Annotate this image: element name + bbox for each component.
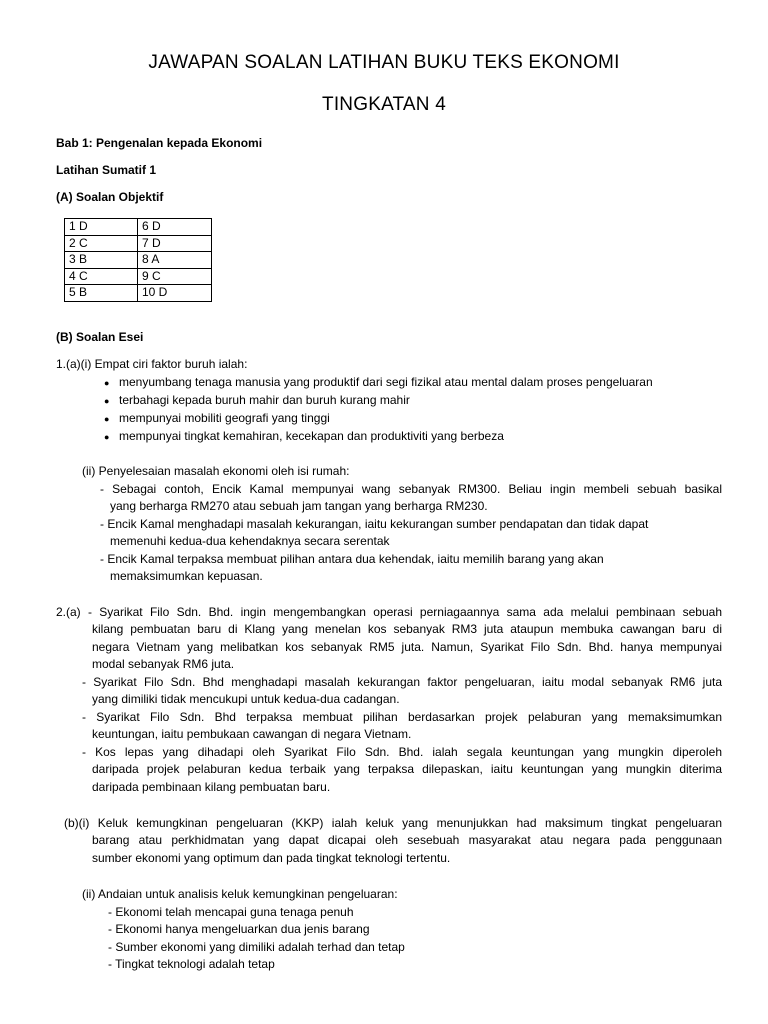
section-a-heading: (A) Soalan Objektif [56,190,164,204]
answer-line: memenuhi kedua-dua kehendaknya secara serentak [110,534,390,548]
answer-line: - Syarikat Filo Sdn. Bhd menghadapi masalah kekurangan faktor pengeluaran, iaitu modal sebanyak RM6 juta [82,675,722,689]
table-cell: 2 C [65,235,138,252]
answer-line: - Encik Kamal menghadapi masalah kekurangan, iaitu kekurangan sumber pendapatan dan tidak dapat [100,517,649,531]
list-item: - Ekonomi telah mencapai guna tenaga penuh [108,905,354,919]
question-1a-i: 1.(a)(i) Empat ciri faktor buruh ialah: [56,357,248,371]
list-item: terbahagi kepada buruh mahir dan buruh kurang mahir [119,393,410,407]
question-1a-ii: (ii) Penyelesaian masalah ekonomi oleh isi rumah: [82,464,350,478]
answer-line: - Syarikat Filo Sdn. Bhd terpaksa membuat pilihan berdasarkan projek pelaburan yang memaksimumkan [82,710,722,724]
table-row [65,268,212,285]
list-item: mempunyai tingkat kemahiran, kecekapan dan produktiviti yang berbeza [119,429,504,443]
bullet-icon: ● [104,432,110,442]
table-cell: 9 C [138,268,212,285]
answer-line: daripada projek pelaburan kedua terbaik yang terpaksa dilepaskan, iaitu keuntungan yang mungkin diterima [92,762,722,776]
answer-line: sumber ekonomi yang optimum dan pada tingkat teknologi tertentu. [92,851,451,865]
answer-line: memaksimumkan kepuasan. [110,569,263,583]
objective-answer-table [64,218,212,302]
answer-line: yang dimiliki tidak mencukupi untuk kedua-dua cadangan. [92,692,400,706]
bullet-icon: ● [104,378,110,388]
table-row [65,252,212,269]
table-cell: 7 D [138,235,212,252]
table-cell: 6 D [138,219,212,236]
list-item: - Tingkat teknologi adalah tetap [108,957,275,971]
list-item: - Ekonomi hanya mengeluarkan dua jenis barang [108,922,370,936]
answer-line: barang atau perkhidmatan yang dapat dicapai oleh sesebuah masyarakat atau negara pada penggunaan [92,833,722,847]
document-title-line1: JAWAPAN SOALAN LATIHAN BUKU TEKS EKONOMI [148,52,620,73]
section-b-heading: (B) Soalan Esei [56,330,144,344]
table-row [65,285,212,302]
table-cell: 8 A [138,252,212,269]
exercise-heading: Latihan Sumatif 1 [56,163,157,177]
list-item: menyumbang tenaga manusia yang produktif dari segi fizikal atau mental dalam proses pengeluaran [119,375,653,389]
answer-line: - Kos lepas yang dihadapi oleh Syarikat Filo Sdn. Bhd. ialah segala keuntungan yang mungkin diperoleh [82,745,722,759]
answer-line: negara Vietnam yang melibatkan kos sebanyak RM5 juta. Namun, Syarikat Filo Sdn. Bhd. hanya mempunyai [92,640,722,654]
list-item: - Sumber ekonomi yang dimiliki adalah terhad dan tetap [108,940,405,954]
answer-line: daripada pembinaan kilang pembuatan baru. [92,780,331,794]
answer-line: kilang pembuatan baru di Klang yang menelan kos sebanyak RM3 juta ataupun membuka cawangan baru di [92,622,722,636]
document-title-line2: TINGKATAN 4 [322,94,446,115]
table-cell: 1 D [65,219,138,236]
table-cell: 3 B [65,252,138,269]
question-2b-i-line: (b)(i) Keluk kemungkinan pengeluaran (KKP) ialah keluk yang menunjukkan had maksimum tingkat pengeluaran [64,816,722,830]
table-row [65,235,212,252]
table-cell: 10 D [138,285,212,302]
chapter-heading: Bab 1: Pengenalan kepada Ekonomi [56,136,263,150]
answer-line: keuntungan, iaitu pembukaan cawangan di negara Vietnam. [92,727,412,741]
answer-line: - Sebagai contoh, Encik Kamal mempunyai wang sebanyak RM300. Beliau ingin membeli sebuah basikal [100,482,722,496]
question-2a-line: 2.(a) - Syarikat Filo Sdn. Bhd. ingin mengembangkan operasi perniagaannya sama ada melalui pembinaan sebuah [56,605,722,619]
answer-line: yang berharga RM270 atau sebuah jam tangan yang berharga RM230. [110,499,488,513]
table-row [65,219,212,236]
list-item: mempunyai mobiliti geografi yang tinggi [119,411,330,425]
answer-line: modal sebanyak RM6 juta. [92,657,235,671]
question-2b-ii: (ii) Andaian untuk analisis keluk kemungkinan pengeluaran: [82,887,398,901]
table-cell: 4 C [65,268,138,285]
bullet-icon: ● [104,396,110,406]
bullet-icon: ● [104,414,110,424]
table-cell: 5 B [65,285,138,302]
answer-line: - Encik Kamal terpaksa membuat pilihan antara dua kehendak, iaitu memilih barang yang akan [100,552,604,566]
